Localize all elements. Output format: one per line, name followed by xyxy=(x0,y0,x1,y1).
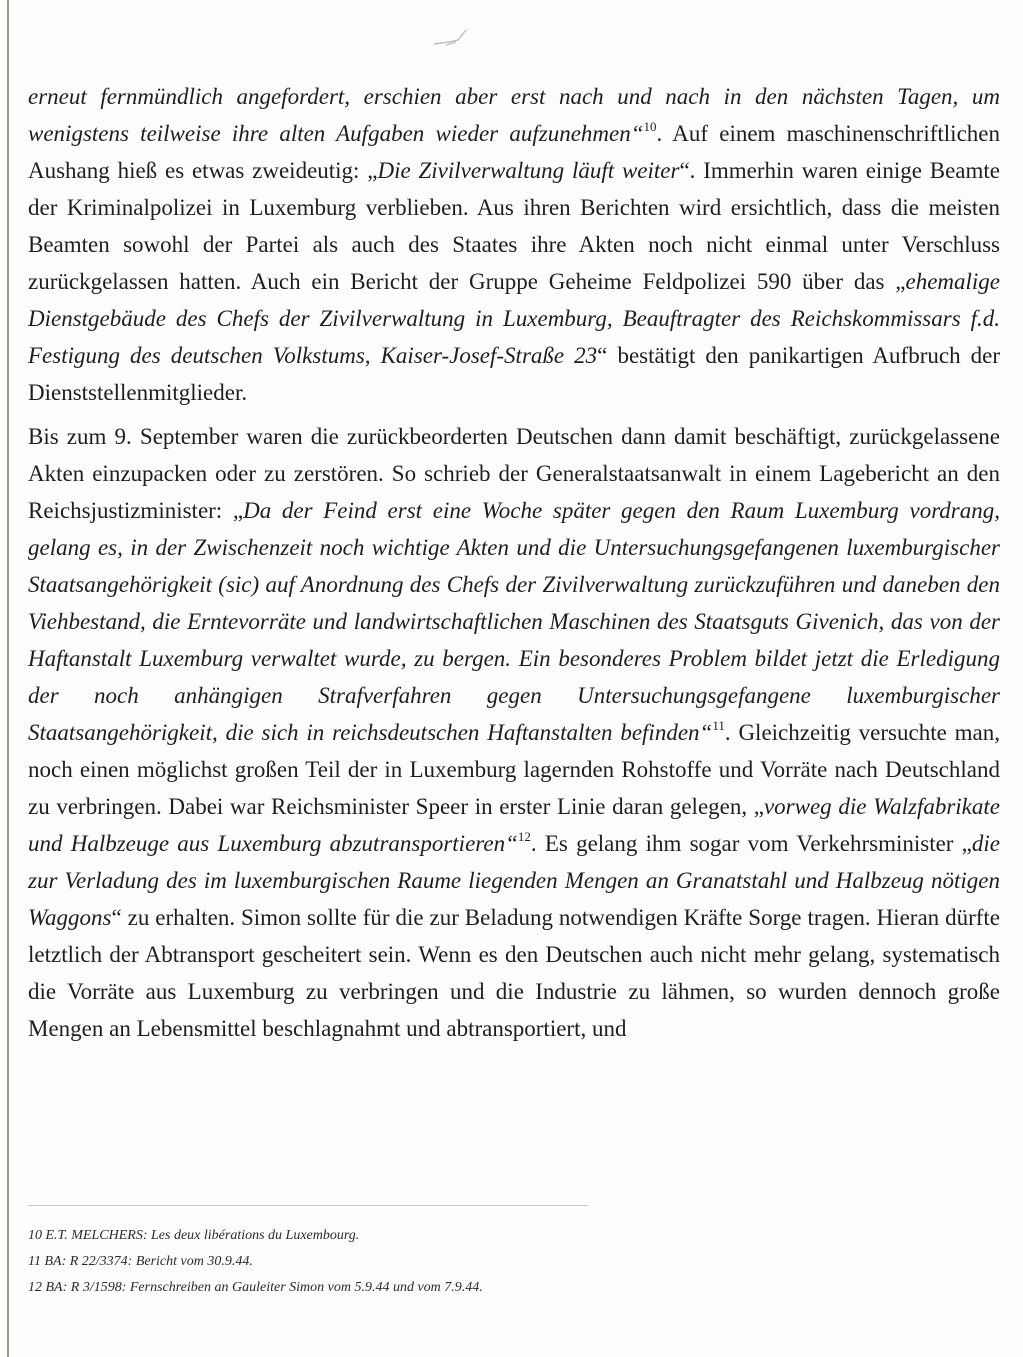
footnote-11: 11 BA: R 22/3374: Bericht vom 30.9.44. xyxy=(28,1254,253,1269)
text-run: “ bestätigt den panikartigen Aufbruch der Dienststellenmitglieder. xyxy=(28,343,1000,405)
footnote-12: 12 BA: R 3/1598: Fernschreiben an Gauleiter Simon vom 5.9.44 und vom 7.9.44. xyxy=(28,1280,483,1295)
quoted-text: “ xyxy=(699,720,713,745)
quoted-text: Da der Feind erst eine Woche später gegen den Raum Luxemburg vordrang, gelang es, in der Zwischenzeit noch wichtige Akten und die Untersuchungsgefangenen luxemburgischer Staatsangehörigkeit (sic) auf Anordnung des Chefs der Zivilverwaltung zurückzuführen und daneben den Viehbestand, die Erntevorräte und landwirtschaftlichen Maschinen des Staatsguts Givenich, das von der Haftanstalt Luxemburg verwaltet wurde, zu bergen. Ein besonderes Problem bildet jetzt die Erledigung der noch anhängigen Strafverfahren gegen Untersuchungsgefangene luxemburgischer Staatsangehörigkeit, die sich in reichsdeutschen Haftanstalten befinden xyxy=(28,498,1000,745)
page-edge-line xyxy=(7,0,9,1357)
footnotes xyxy=(28,1223,1000,1301)
body-text xyxy=(28,78,1000,1047)
footnote-ref: 12 xyxy=(517,829,531,844)
paragraph-1 xyxy=(28,78,1000,411)
text-run: . Gleichzeitig versuchte man, noch einen möglichst großen Teil der in Luxemburg lagernden Rohstoffe und Vorräte nach Deutschland zu verbringen. Dabei war Reichsminister Speer in erster Linie daran gelegen, „ xyxy=(28,720,1000,819)
text-run: “. Immerhin waren einige Beamte der Kriminalpolizei in Luxemburg verblieben. Aus ihren Berichten wird ersichtlich, dass die meisten Beamten sowohl der Partei als auch des Staates ihre Akten noch nicht einmal unter Verschluss zurückgelassen hatten. Auch ein Bericht der Gruppe Geheime Feldpolizei 590 über das „ xyxy=(28,158,1000,294)
text-run: . Es gelang ihm sogar vom Verkehrsminister „ xyxy=(530,831,972,856)
footnote-ref: 11 xyxy=(712,718,725,733)
quoted-text: “ xyxy=(630,121,644,146)
quoted-text: die zur Verladung des im luxemburgischen Raume liegenden Mengen an Granatstahl und Halbzeug nötigen Waggons xyxy=(28,831,1000,930)
paragraph-2 xyxy=(28,418,1000,1047)
quoted-text: “ xyxy=(505,831,518,856)
quoted-text: ehemalige Dienstgebäude des Chefs der Zivilverwaltung in Luxemburg, Beauftragter des Reichskommissars f.d. Festigung des deutschen Volkstums, Kaiser-Josef-Straße 23 xyxy=(28,269,1000,368)
footnote-divider xyxy=(28,1205,588,1206)
footnote-10: 10 E.T. MELCHERS: Les deux libérations du Luxembourg. xyxy=(28,1228,360,1243)
text-run: . Auf einem maschinenschriftlichen Aushang hieß es etwas zweideutig: „ xyxy=(28,121,1000,183)
quoted-text: Die Zivilverwaltung läuft weiter xyxy=(377,158,680,183)
text-run: “ zu erhalten. Simon sollte für die zur Beladung notwendigen Kräfte Sorge tragen. Hieran dürfte letztlich der Abtransport gescheitert sein. Wenn es den Deutschen auch nicht mehr gelang, systematisch die Vorräte aus Luxemburg zu verbringen und die Industrie zu lähmen, so wurden dennoch große Mengen an Lebensmittel beschlagnahmt und abtransportiert, und xyxy=(28,905,1000,1041)
scan-smudge-mark xyxy=(432,26,472,48)
footnote-ref: 10 xyxy=(643,119,657,134)
quoted-text: vorweg die Walzfabrikate und Halbzeuge aus Luxemburg abzutransportieren xyxy=(28,794,1000,856)
quoted-text: erneut fernmündlich angefordert, erschien aber erst nach und nach in den nächsten Tagen, um wenigstens teilweise ihre alten Aufgaben wieder aufzunehmen xyxy=(28,84,1000,146)
text-run: Bis zum 9. September waren die zurückbeorderten Deutschen dann damit beschäftigt, zurückgelassene Akten einzupacken oder zu zerstören. So schrieb der Generalstaatsanwalt in einem Lagebericht an den Reichsjustizminister: „ xyxy=(28,424,1000,523)
